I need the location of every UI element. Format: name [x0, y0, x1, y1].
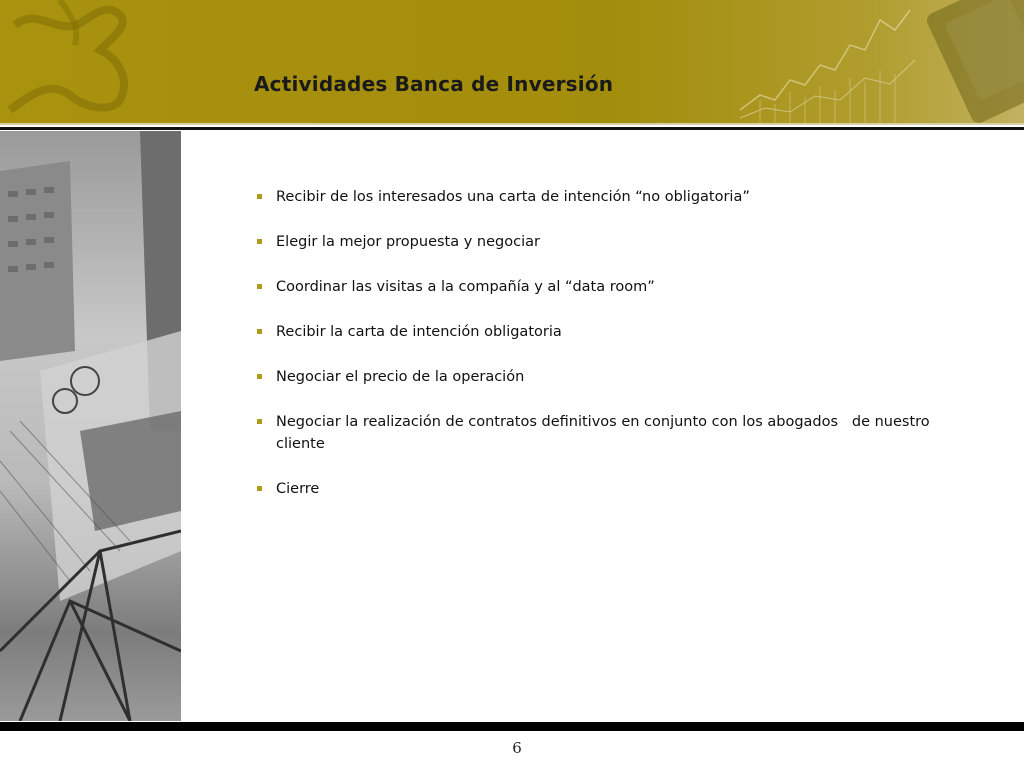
list-item: Cierre [256, 478, 936, 500]
list-item: Recibir la carta de intención obligatoria [256, 321, 936, 343]
bullet-square-icon [257, 284, 262, 289]
list-item: Recibir de los interesados una carta de intención “no obligatoria” [256, 186, 936, 208]
page-number: 6 [512, 739, 522, 757]
bullet-square-icon [257, 374, 262, 379]
header-banner [0, 0, 1024, 123]
slide-title: Actividades Banca de Inversión [254, 72, 614, 96]
list-item: Coordinar las visitas a la compañía y al “data room” [256, 276, 936, 298]
list-item: Negociar el precio de la operación [256, 366, 936, 388]
bullet-square-icon [257, 239, 262, 244]
buildings-collage-image [0, 131, 181, 721]
bullet-list [256, 186, 936, 523]
bullet-square-icon [257, 419, 262, 424]
list-item: Negociar la realización de contratos definitivos en conjunto con los abogados de nuestro cliente [256, 411, 936, 455]
bullet-square-icon [257, 194, 262, 199]
bullet-square-icon [257, 329, 262, 334]
header-decoration [0, 0, 1024, 123]
list-item: Elegir la mejor propuesta y negociar [256, 231, 936, 253]
side-photo [0, 131, 181, 721]
bullet-square-icon [257, 486, 262, 491]
header-accent-line [0, 123, 1024, 125]
header-divider [0, 127, 1024, 130]
footer-bar [0, 722, 1024, 731]
